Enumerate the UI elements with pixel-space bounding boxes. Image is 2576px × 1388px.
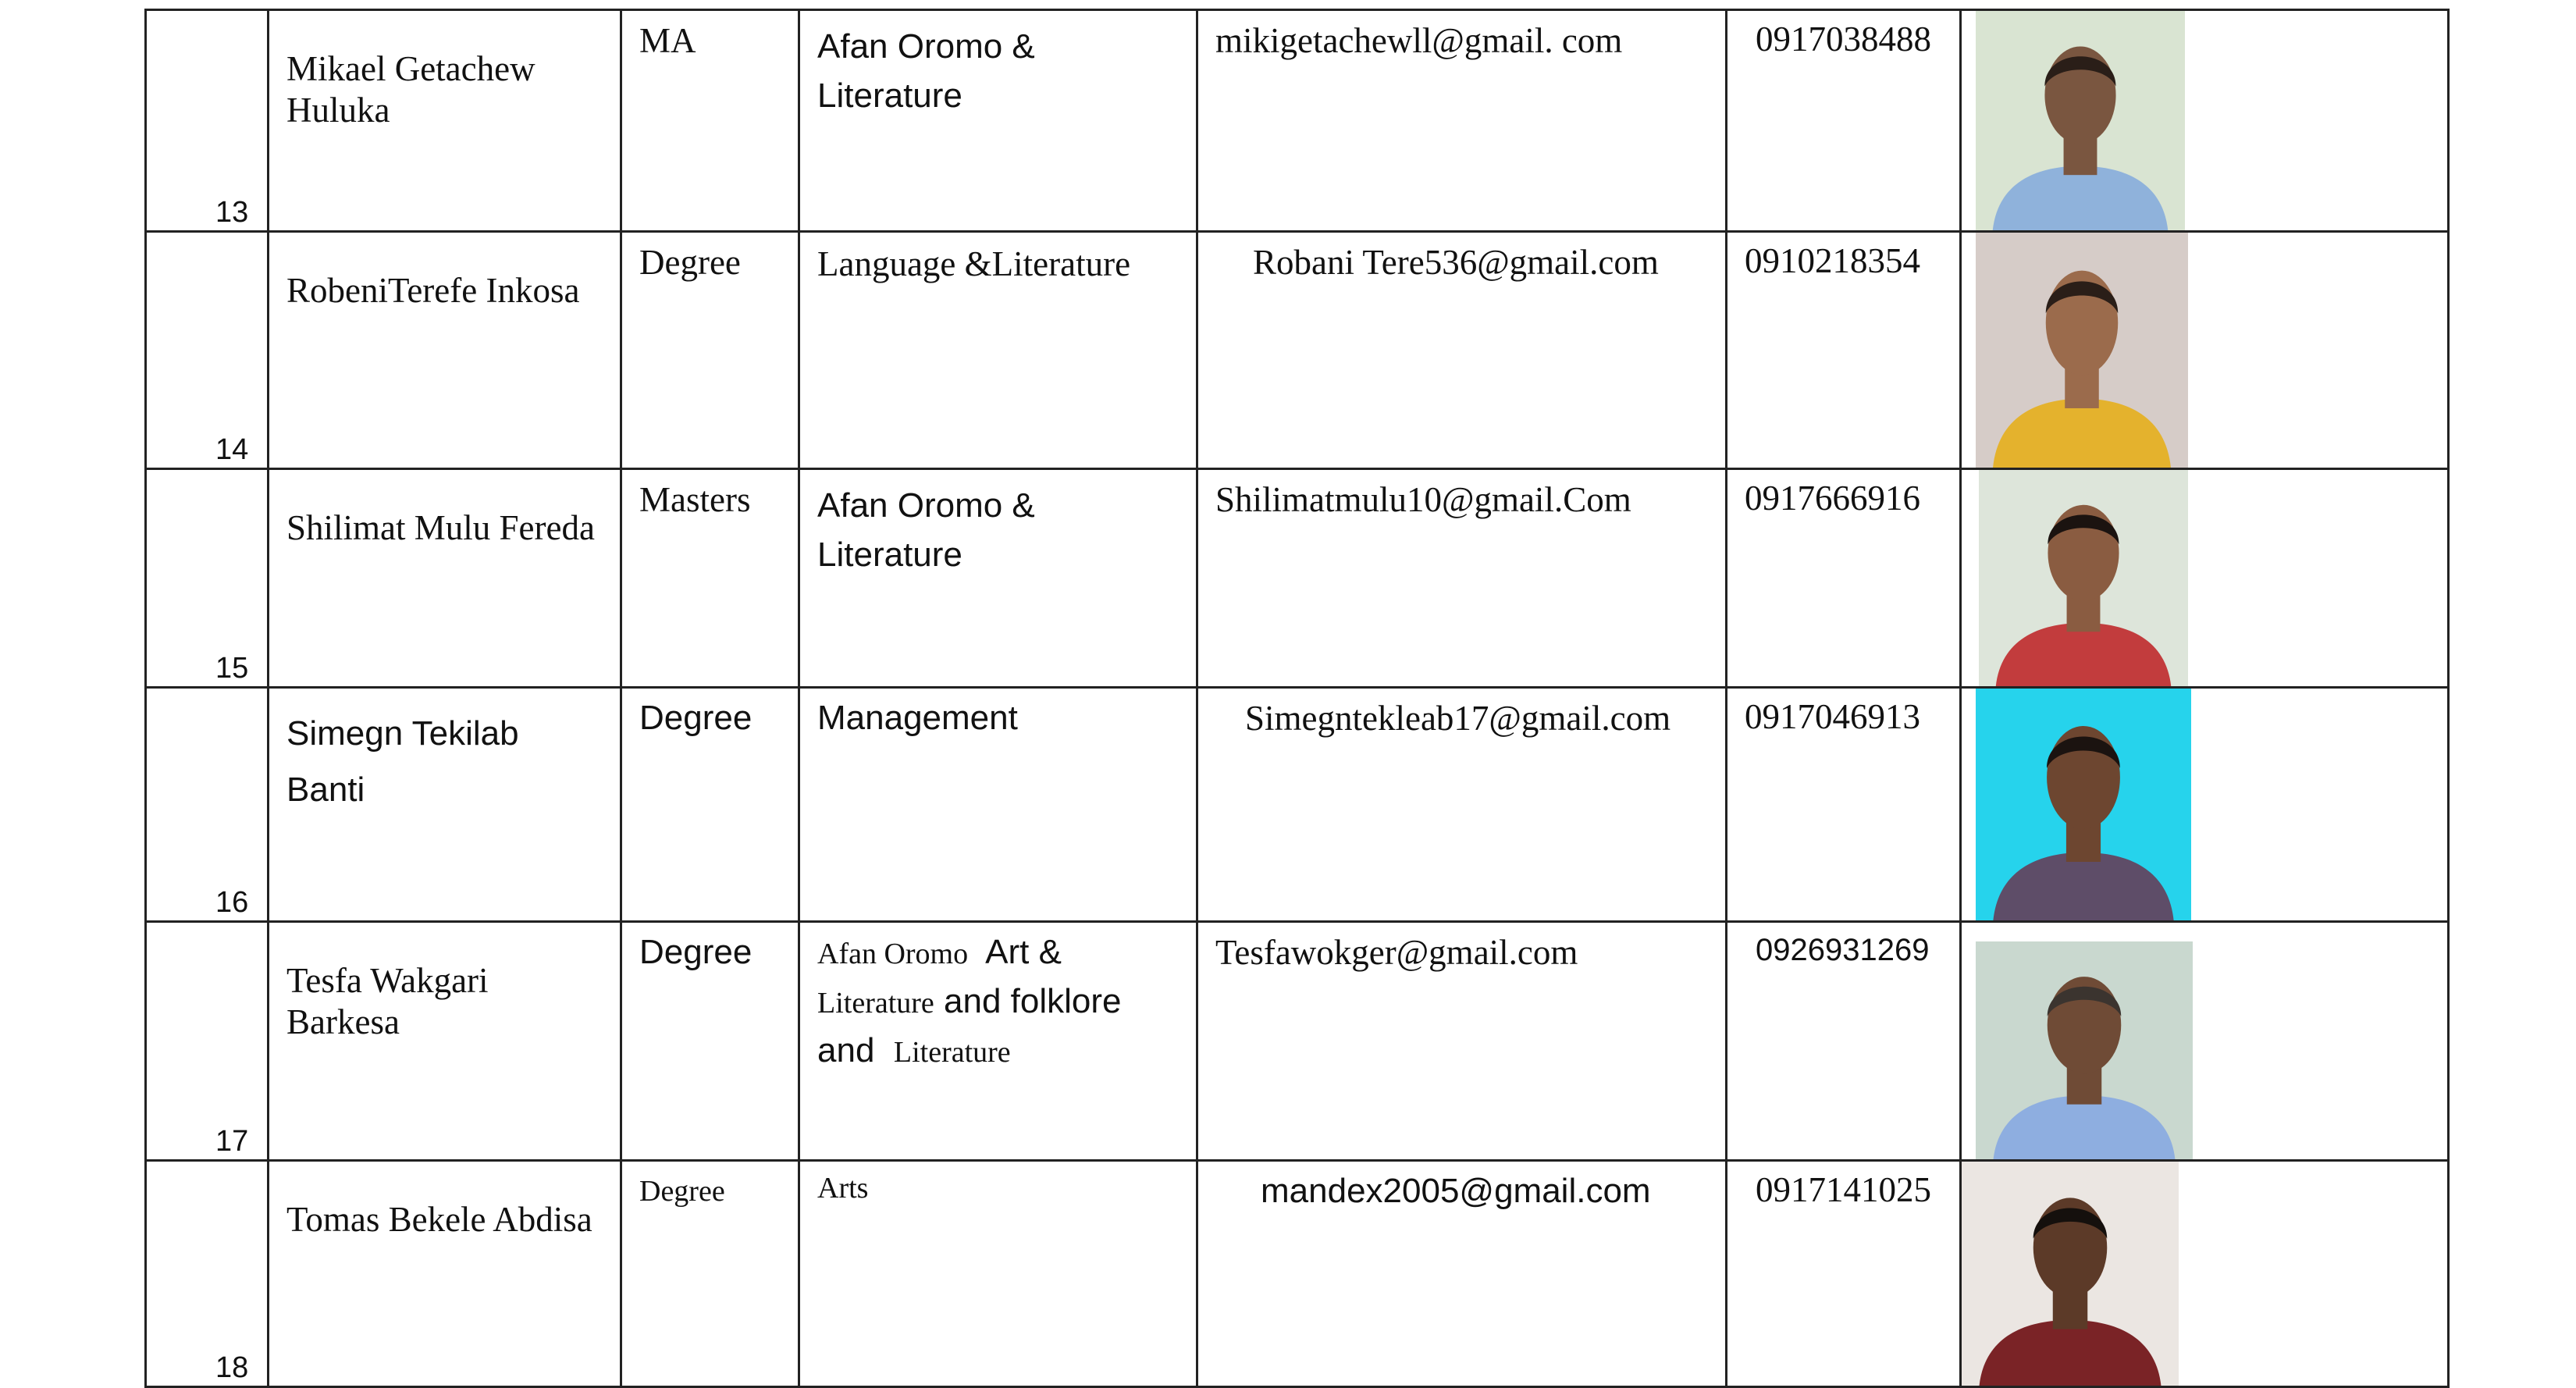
email-cell	[1197, 469, 1727, 688]
field-part-literature-2: Literature	[893, 1036, 1011, 1069]
staff-name: Tesfa Wakgari Barkesa	[286, 961, 489, 1041]
phone: 0917666916	[1745, 479, 1920, 518]
row-number: 18	[215, 1351, 249, 1384]
field-part-and: and	[817, 1031, 875, 1069]
field-of-study: Afan Oromo & Literature	[817, 27, 1035, 115]
staff-name: Tomas Bekele Abdisa	[286, 1200, 592, 1239]
photo	[1976, 941, 2193, 1161]
qualification: Degree	[639, 243, 741, 282]
photo	[1979, 470, 2188, 688]
table-row	[146, 10, 2449, 232]
field-part-afan-oromo: Afan Oromo	[817, 938, 969, 970]
qualification-cell	[621, 10, 799, 232]
phone-cell	[1727, 688, 1961, 922]
email-cell	[1197, 10, 1727, 232]
email: mikigetachewll@gmail. com	[1215, 21, 1623, 60]
field-cell	[799, 1161, 1197, 1387]
email-cell	[1197, 232, 1727, 469]
phone: 0910218354	[1745, 241, 1920, 280]
qualification: MA	[639, 21, 696, 60]
field-part-literature: Literature	[817, 987, 934, 1020]
name-cell	[269, 688, 621, 922]
row-number: 13	[215, 196, 249, 229]
table-row	[146, 688, 2449, 922]
table-row	[146, 922, 2449, 1161]
email: Tesfawokger@gmail.com	[1215, 933, 1578, 972]
email: Shilimatmulu10@gmail.Com	[1215, 480, 1631, 519]
phone-cell	[1727, 10, 1961, 232]
staff-name: RobeniTerefe Inkosa	[286, 271, 580, 310]
email-cell	[1197, 922, 1727, 1161]
field-of-study: Management	[817, 699, 1018, 737]
email: mandex2005@gmail.com	[1261, 1172, 1651, 1210]
phone: 0926931269	[1756, 933, 1930, 967]
number-cell	[146, 232, 269, 469]
name-cell	[269, 10, 621, 232]
row-number: 16	[215, 886, 249, 919]
email: Robani Tere536@gmail.com	[1253, 243, 1659, 282]
photo	[1976, 689, 2191, 922]
email-cell	[1197, 1161, 1727, 1387]
field-cell	[799, 10, 1197, 232]
field-of-study: Afan Oromo & Literature	[817, 486, 1035, 574]
qualification: Degree	[639, 1175, 725, 1208]
phone: 0917046913	[1745, 697, 1920, 736]
qualification-cell	[621, 1161, 799, 1387]
field-of-study: Language &Literature	[817, 244, 1131, 283]
table-row	[146, 469, 2449, 688]
row-number: 15	[215, 652, 249, 685]
photo	[1976, 233, 2188, 469]
number-cell	[146, 922, 269, 1161]
field-cell	[799, 688, 1197, 922]
row-number: 17	[215, 1125, 249, 1158]
photo	[1962, 1162, 2179, 1387]
name-cell	[269, 232, 621, 469]
field-part-art: Art &	[985, 933, 1062, 971]
qualification-cell	[621, 688, 799, 922]
phone: 0917038488	[1756, 20, 1931, 59]
staff-table	[144, 9, 2450, 1388]
name-cell	[269, 469, 621, 688]
email-cell	[1197, 688, 1727, 922]
field-cell	[799, 469, 1197, 688]
field-part-folklore: and folklore	[944, 982, 1122, 1020]
qualification-cell	[621, 469, 799, 688]
row-number: 14	[215, 433, 249, 466]
field-cell	[799, 232, 1197, 469]
field-cell	[799, 922, 1197, 1161]
photo-cell	[1961, 10, 2449, 232]
photo-cell	[1961, 1161, 2449, 1387]
number-cell	[146, 1161, 269, 1387]
photo	[1976, 11, 2185, 232]
table-row	[146, 232, 2449, 469]
staff-name: Shilimat Mulu Fereda	[286, 508, 595, 547]
field-of-study	[800, 923, 1196, 1075]
phone: 0917141025	[1756, 1170, 1931, 1209]
photo-cell	[1961, 688, 2449, 922]
qualification: Masters	[639, 480, 751, 519]
qualification: Degree	[639, 933, 753, 971]
table-row	[146, 1161, 2449, 1387]
phone-cell	[1727, 469, 1961, 688]
name-cell	[269, 1161, 621, 1387]
name-cell	[269, 922, 621, 1161]
qualification-cell	[621, 232, 799, 469]
phone-cell	[1727, 1161, 1961, 1387]
qualification-cell	[621, 922, 799, 1161]
staff-name: Mikael Getachew Huluka	[286, 49, 535, 130]
email: Simegntekleab17@gmail.com	[1245, 699, 1671, 738]
photo-cell	[1961, 922, 2449, 1161]
phone-cell	[1727, 922, 1961, 1161]
qualification: Degree	[639, 699, 753, 737]
number-cell	[146, 10, 269, 232]
staff-name: Simegn Tekilab Banti	[286, 714, 519, 809]
photo-cell	[1961, 469, 2449, 688]
field-of-study: Arts	[817, 1172, 869, 1205]
number-cell	[146, 688, 269, 922]
photo-cell	[1961, 232, 2449, 469]
number-cell	[146, 469, 269, 688]
phone-cell	[1727, 232, 1961, 469]
